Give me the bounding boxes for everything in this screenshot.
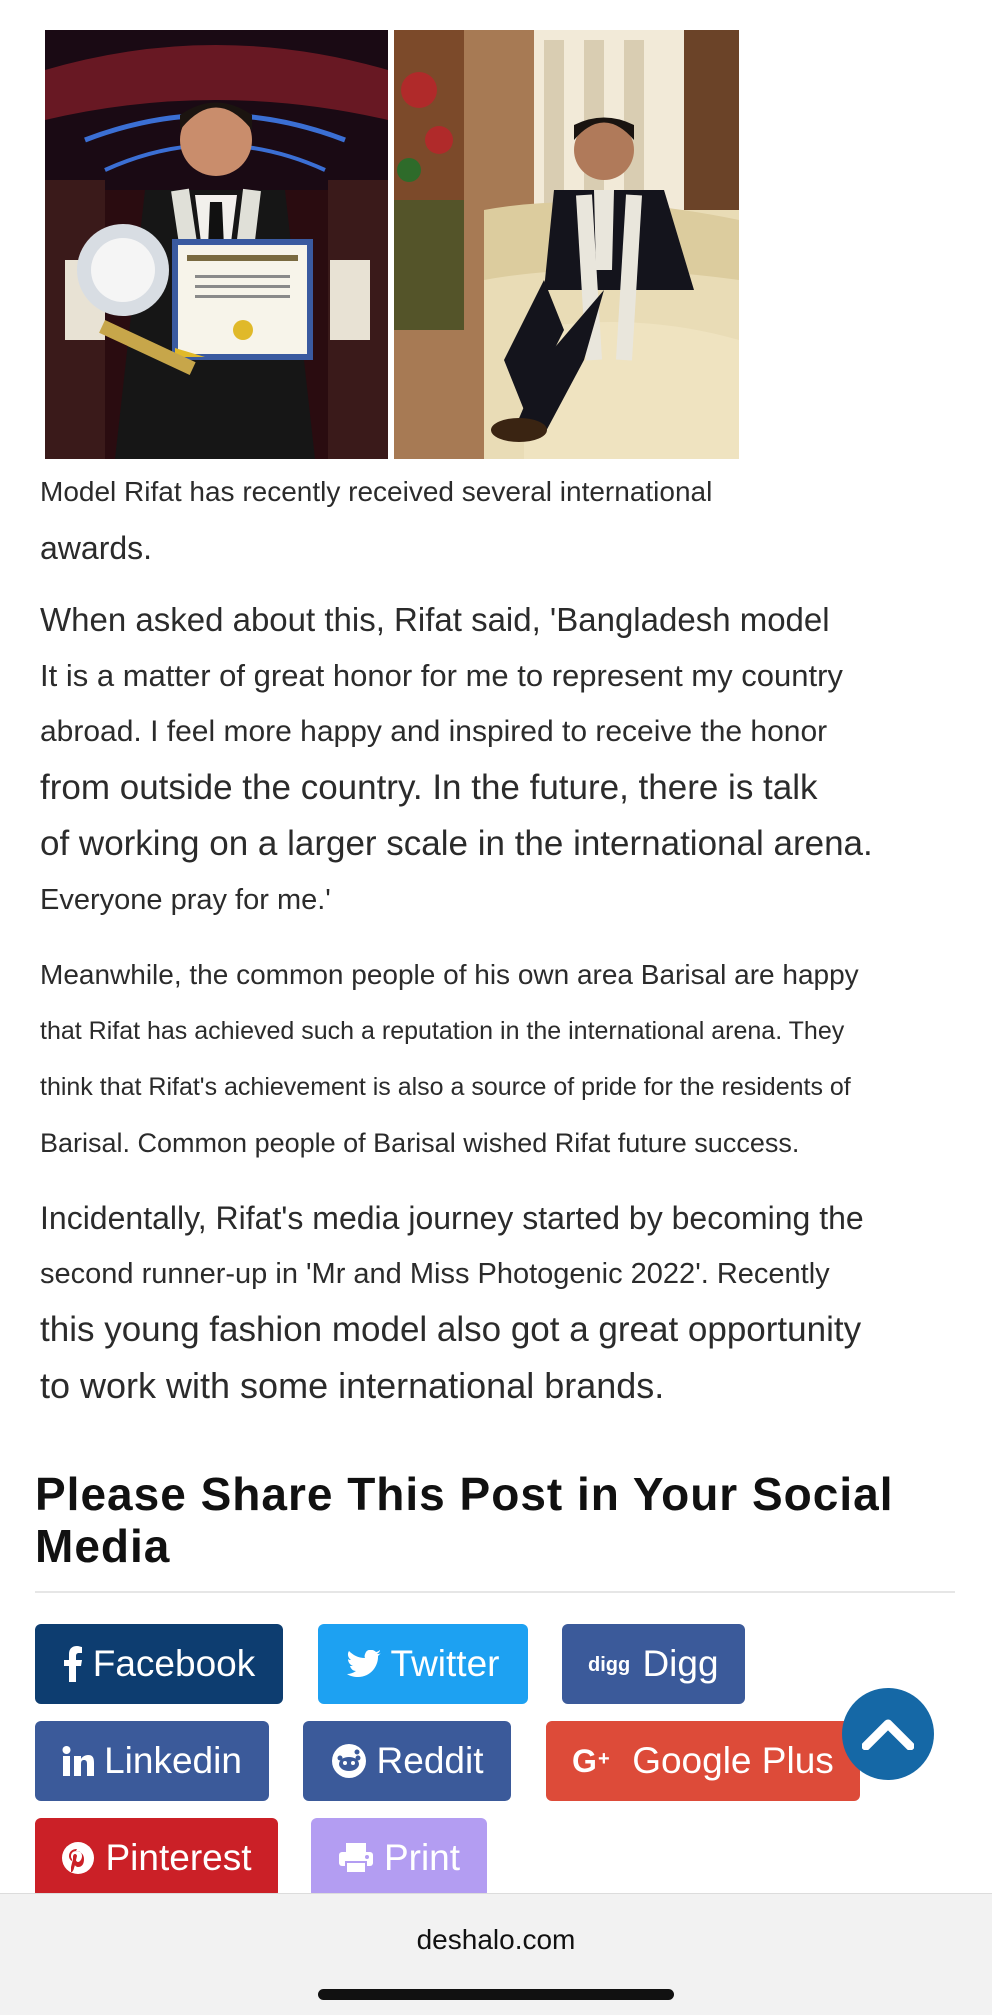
print-icon xyxy=(338,1842,374,1874)
article-paragraph-2 xyxy=(40,947,952,1171)
pinterest-share-button[interactable] xyxy=(35,1818,278,1898)
facebook-icon xyxy=(63,1646,83,1682)
caption-line-1: Model Rifat has recently received several international xyxy=(40,476,713,507)
digg-icon xyxy=(588,1652,632,1676)
svg-text:+: + xyxy=(598,1748,610,1770)
google-plus-icon xyxy=(572,1745,622,1777)
facebook-share-button[interactable] xyxy=(35,1624,283,1704)
paragraph-line: think that Rifat's achievement is also a source of pride for the residents of xyxy=(40,1073,851,1101)
print-button[interactable] xyxy=(311,1818,487,1898)
google-plus-share-button[interactable] xyxy=(546,1721,860,1801)
svg-text:G: G xyxy=(572,1745,598,1777)
chevron-up-icon xyxy=(862,1718,914,1750)
article-paragraph-3 xyxy=(40,1190,952,1414)
photo-caption xyxy=(40,464,760,576)
pinterest-label: Pinterest xyxy=(105,1837,252,1878)
share-heading xyxy=(35,1468,955,1572)
paragraph-line: abroad. I feel more happy and inspired to receive the honor xyxy=(40,715,828,748)
paragraph-line: to work with some international brands. xyxy=(40,1365,665,1406)
paragraph-line: of working on a larger scale in the international arena. xyxy=(40,824,873,863)
paragraph-line: It is a matter of great honor for me to represent my country xyxy=(40,658,843,693)
google-plus-label: Google Plus xyxy=(632,1740,834,1781)
share-divider xyxy=(35,1591,955,1593)
article-paragraph-1 xyxy=(40,592,952,928)
paragraph-line: that Rifat has achieved such a reputation in the international arena. They xyxy=(40,1017,845,1045)
reddit-label: Reddit xyxy=(376,1740,484,1781)
paragraph-line: from outside the country. In the future, there is talk xyxy=(40,768,818,807)
print-label: Print xyxy=(383,1837,461,1878)
paragraph-line: this young fashion model also got a great opportunity xyxy=(40,1310,862,1349)
paragraph-line: Barisal. Common people of Barisal wished Rifat future success. xyxy=(40,1128,800,1158)
pinterest-icon xyxy=(61,1841,95,1875)
linkedin-label: Linkedin xyxy=(104,1740,242,1781)
linkedin-icon xyxy=(62,1746,94,1776)
twitter-share-button[interactable] xyxy=(318,1624,528,1704)
browser-address-bar xyxy=(0,1893,992,2015)
facebook-label: Facebook xyxy=(92,1643,256,1684)
share-heading-line-2: Media xyxy=(35,1520,171,1572)
paragraph-line: Incidentally, Rifat's media journey started by becoming the xyxy=(40,1200,864,1236)
digg-share-button[interactable] xyxy=(562,1624,745,1704)
reddit-share-button[interactable] xyxy=(303,1721,511,1801)
paragraph-line: second runner-up in 'Mr and Miss Photogenic 2022'. Recently xyxy=(40,1258,830,1290)
twitter-icon xyxy=(347,1650,381,1678)
article-photos xyxy=(45,30,739,459)
linkedin-share-button[interactable] xyxy=(35,1721,269,1801)
paragraph-line: When asked about this, Rifat said, 'Bangladesh model xyxy=(40,601,830,638)
paragraph-line: Everyone pray for me.' xyxy=(40,884,331,916)
caption-line-2: awards. xyxy=(40,530,153,566)
award-stage-photo xyxy=(45,30,388,459)
url-text[interactable]: deshalo.com xyxy=(416,1924,576,1955)
share-heading-line-1: Please Share This Post in Your Social xyxy=(35,1468,894,1520)
reddit-icon xyxy=(331,1743,367,1779)
sofa-portrait-photo xyxy=(394,30,739,459)
home-indicator[interactable] xyxy=(318,1989,674,2000)
twitter-label: Twitter xyxy=(390,1643,500,1684)
paragraph-line: Meanwhile, the common people of his own area Barisal are happy xyxy=(40,959,859,990)
svg-text:digg: digg xyxy=(588,1654,631,1676)
digg-label: Digg xyxy=(642,1643,719,1684)
scroll-to-top-button[interactable] xyxy=(842,1688,934,1780)
